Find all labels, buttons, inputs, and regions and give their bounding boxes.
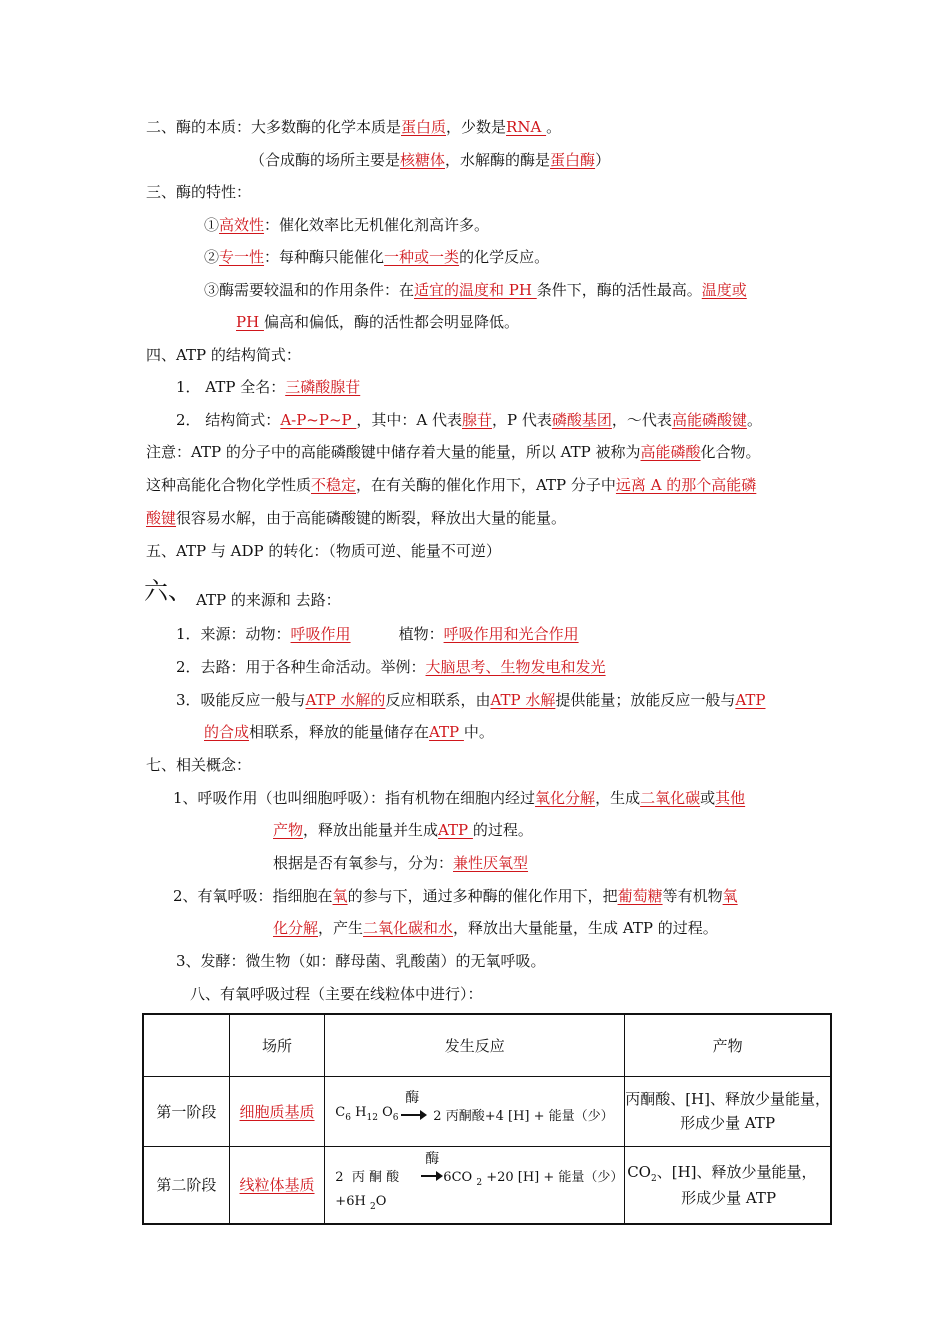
- table-row: [143, 1076, 831, 1146]
- reaction-cell: [325, 1146, 625, 1224]
- section-6-item-2: 2．去路：用于各种生命活动。举例：大脑思考、生物发电和发光: [176, 658, 606, 676]
- reaction-equation: $C_6$ $H_{12}$ $O_6$ 酶 2 丙酮酸+4 [H] + 能量（少）: [335, 1091, 624, 1131]
- place-cell: 细胞质基质: [229, 1076, 325, 1146]
- enzyme-label: 酶: [425, 1150, 440, 1167]
- section-6-item-1: 1．来源：动物：呼吸作用 植物：呼吸作用和光合作用: [176, 625, 579, 643]
- section-4-item-1: 1． ATP 全名：三磷酸腺苷: [176, 378, 361, 396]
- note-line-1: 注意：ATP 的分子中的高能磷酸键中储存着大量的能量，所以 ATP 被称为高能磷酸化合物。: [146, 443, 761, 461]
- enzyme-label: 酶: [405, 1090, 420, 1106]
- table-header-product: 产物: [625, 1014, 831, 1076]
- product-cell: 丙酮酸、[H]、释放少量能量， 形成少量 ATP: [625, 1076, 831, 1146]
- section-6-title: 六、 ATP 的来源和 去路：: [144, 577, 341, 609]
- section-3-item-1: ①高效性：催化效率比无机催化剂高许多。: [204, 216, 490, 234]
- note-line-2: 这种高能化合物化学性质不稳定，在有关酶的催化作用下，ATP 分子中远离 A 的那个高能磷: [146, 476, 757, 494]
- table-header-reaction: 发生反应: [325, 1014, 625, 1076]
- section-7-item-1-types: 根据是否有氧参与，分为：兼性厌氧型: [273, 854, 529, 872]
- aerobic-respiration-table: [142, 1013, 832, 1225]
- stage-cell: 第一阶段: [143, 1076, 229, 1146]
- section-7-item-1: 1、呼吸作用（也叫细胞呼吸）：指有机物在细胞内经过氧化分解，生成二氧化碳或其他: [173, 789, 746, 807]
- section-3-title: 三、酶的特性：: [146, 183, 252, 201]
- stage-cell: 第二阶段: [143, 1146, 229, 1224]
- place-cell: 线粒体基质: [229, 1146, 325, 1224]
- section-2-note: （合成酶的场所主要是核糖体，水解酶的酶是蛋白酶）: [250, 151, 611, 169]
- table-header-empty: [143, 1014, 229, 1076]
- reaction-arrow: [421, 1175, 441, 1177]
- section-7-item-3: 3、发酵：微生物（如：酵母菌、乳酸菌）的无氧呼吸。: [176, 952, 546, 970]
- reaction-cell: [325, 1076, 625, 1146]
- section-7-item-2-cont: 化分解，产生二氧化碳和水，释放出大量能量，生成 ATP 的过程。: [273, 919, 718, 937]
- reaction-equation: 2 丙 酮 酸 酶 6CO $_2$ +20 [H] + 能量（少） +6H $_2$O: [335, 1154, 624, 1216]
- section-6-item-3: 3．吸能反应一般与ATP 水解的反应相联系，由ATP 水解提供能量；放能反应一般与ATP: [176, 691, 766, 709]
- section-3-item-3-cont: PH 偏高和偏低，酶的活性都会明显降低。: [236, 313, 519, 331]
- section-7-item-1-cont: 产物，释放出能量并生成ATP 的过程。: [273, 821, 533, 839]
- reaction-arrow: [401, 1114, 425, 1116]
- section-5-title: 五、ATP 与 ADP 的转化：（物质可逆、能量不可逆）: [146, 542, 501, 560]
- section-6-item-3-cont: 的合成相联系，释放的能量储存在ATP 中。: [204, 723, 494, 741]
- section-8-title: 八、有氧呼吸过程（主要在线粒体中进行）：: [190, 985, 483, 1003]
- product-cell: $CO_2$、[H]、释放少量能量， 形成少量 ATP: [625, 1146, 831, 1224]
- section-4-title: 四、ATP 的结构简式：: [146, 346, 301, 364]
- table-row: [143, 1146, 831, 1224]
- section-7-title: 七、相关概念：: [146, 756, 252, 774]
- section-7-item-2: 2、有氧呼吸：指细胞在氧的参与下，通过多种酶的催化作用下，把葡萄糖等有机物氧: [173, 887, 738, 905]
- table-header-place: 场所: [229, 1014, 325, 1076]
- section-2-enzyme-nature: 二、酶的本质：大多数酶的化学本质是蛋白质，少数是RNA 。: [146, 118, 562, 136]
- note-line-3: 酸键很容易水解，由于高能磷酸键的断裂，释放出大量的能量。: [146, 509, 567, 527]
- section-4-item-2: 2． 结构简式：A-P~P~P ，其中：A 代表腺苷，P 代表磷酸基团，～代表高能磷酸键。: [176, 411, 762, 429]
- section-3-item-3: ③酶需要较温和的作用条件：在适宜的温度和 PH 条件下，酶的活性最高。温度或: [204, 281, 747, 299]
- table-header-row: [143, 1014, 831, 1076]
- section-3-item-2: ②专一性：每种酶只能催化一种或一类的化学反应。: [204, 248, 550, 266]
